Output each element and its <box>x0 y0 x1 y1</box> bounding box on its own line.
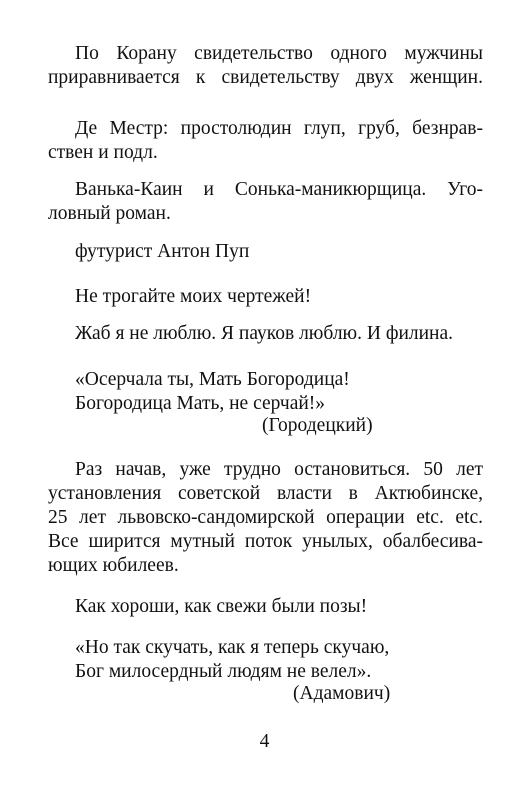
paragraph-koran <box>48 42 483 90</box>
attribution-adamovich: (Адамович) <box>293 683 391 704</box>
quote-gorodetsky <box>48 368 483 416</box>
text-line: Жаб я не люблю. Я пауков люблю. И филина. <box>75 323 454 344</box>
paragraph-vanka-kain <box>48 178 483 226</box>
text-line: ствен и подл. <box>48 142 158 163</box>
text-line: Как хороши, как свежи были позы! <box>75 596 368 617</box>
paragraph-anniversaries <box>48 458 483 578</box>
text-line: Не трогайте моих чертежей! <box>75 286 312 307</box>
text-line: «Но так скучать, как я теперь скучаю, <box>75 637 390 658</box>
text-line: Ванька-Каин и Сонька-маникюрщица. Уго- <box>75 179 483 200</box>
text-line: Все ширится мутный поток унылых, обалбесива- <box>48 531 483 552</box>
text-line: приравнивается к свидетельству двух женщин. <box>48 67 483 88</box>
paragraph-futurist <box>48 240 483 264</box>
text-line: футурист Антон Пуп <box>75 241 250 262</box>
paragraph-drawings <box>48 285 483 309</box>
text-line: По Корану свидетельство одного мужчины <box>75 43 483 64</box>
paragraph-toads <box>48 322 483 346</box>
text-line: Де Местр: простолюдин глуп, груб, безнрав- <box>75 118 483 139</box>
quote-adamovich <box>48 636 483 684</box>
paragraph-de-maistre <box>48 117 483 165</box>
page-number: 4 <box>259 731 270 752</box>
paragraph-poses <box>48 595 483 619</box>
text-line: ловный роман. <box>48 203 171 224</box>
text-line: 25 лет львовско-сандомирской операции etc. etc. <box>48 507 483 528</box>
text-line: установления советской власти в Актюбинске, <box>48 483 483 504</box>
text-line: Богородица Мать, не серчай!» <box>75 393 326 414</box>
text-line: Раз начав, уже трудно остановиться. 50 лет <box>75 459 483 480</box>
text-line: ющих юбилеев. <box>48 555 179 576</box>
text-line: Бог милосердный людям не велел». <box>75 661 372 682</box>
text-line: «Осерчала ты, Мать Богородица! <box>75 369 350 390</box>
attribution-gorodetsky: (Городецкий) <box>262 415 373 436</box>
